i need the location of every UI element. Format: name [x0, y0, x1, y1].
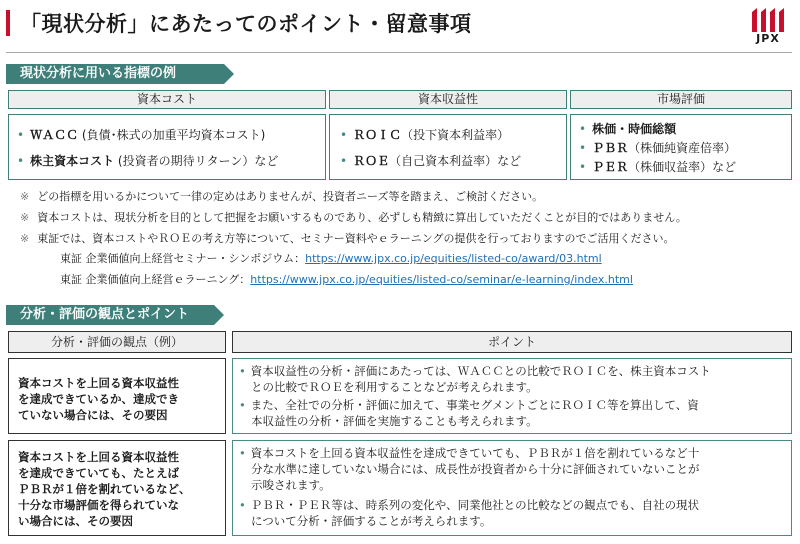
- note-3: ※ 東証では、資本コストやＲＯＥの考え方等について、セミナー資料やｅラーニングの提供を行っておりますのでご活用ください。: [20, 232, 675, 245]
- market-valuation-box: [570, 114, 792, 180]
- list-item: • ＰＢＲ・ＰＥＲ等は、時系列の変化や、同業他社との比較などの観点でも、自社の現状: [239, 498, 700, 512]
- column-header-capital-profitability: 資本収益性: [329, 90, 567, 109]
- section-indicators-header: 現状分析に用いる指標の例: [6, 64, 224, 84]
- list-item: • ＰＥＲ（株価収益率）など: [579, 160, 737, 174]
- bullet-icon: •: [17, 128, 25, 142]
- list-item: • ＲＯＩＣ（投下資本利益率）: [340, 128, 510, 142]
- bullet-icon: •: [340, 154, 348, 168]
- title-accent-bar: [6, 10, 10, 36]
- bullet-icon: •: [579, 141, 587, 155]
- column-header-market-valuation: 市場評価: [570, 90, 792, 109]
- elearning-link-line: 東証 企業価値向上経営ｅラーニング：https://www.jpx.co.jp/equities/listed-co/seminar/e-learning/index.html: [60, 273, 633, 286]
- table-row-1-perspective: 資本コストを上回る資本収益性 を達成できているか、達成でき ていない場合には、その要因: [8, 358, 226, 434]
- capital-profitability-box: [329, 114, 567, 180]
- jpx-logo: [742, 6, 792, 48]
- list-item: • ＲＯＥ（自己資本利益率）など: [340, 154, 522, 168]
- jpx-logo-icon: [748, 6, 788, 32]
- bullet-icon: •: [340, 128, 348, 142]
- list-item-continued: 示唆されます。: [251, 478, 331, 492]
- bullet-icon: •: [579, 122, 587, 136]
- section-header-arrow: [214, 305, 224, 325]
- note-2: ※ 資本コストは、現状分析を目的として把握をお願いするものであり、必ずしも精緻に算出していただくことが目的ではありません。: [20, 211, 687, 224]
- list-item: • ＰＢＲ（株価純資産倍率）: [579, 141, 737, 155]
- table-row-1-points: [232, 358, 792, 434]
- list-item-continued: との比較でＲＯＥを利用することなどが考えられます。: [251, 380, 538, 394]
- list-item: • 株主資本コスト (投資者の期待リターン）など: [17, 154, 279, 168]
- capital-cost-box: [8, 114, 326, 180]
- bullet-icon: •: [239, 364, 246, 378]
- seminar-link[interactable]: https://www.jpx.co.jp/equities/listed-co/award/03.html: [305, 252, 602, 265]
- list-item: • 株価・時価総額: [579, 122, 677, 136]
- list-item: • また、全社での分析・評価に加えて、事業セグメントごとにＲＯＩＣ等を算出して、資: [239, 398, 699, 412]
- page-title: 「現状分析」にあたってのポイント・留意事項: [20, 12, 472, 36]
- list-item: • ＷＡＣＣ (負債･株式の加重平均資本コスト): [17, 128, 266, 142]
- bullet-icon: •: [239, 498, 246, 512]
- table-row-2-points: [232, 440, 792, 536]
- table-header-points: ポイント: [232, 331, 792, 353]
- section-perspectives-header: 分析・評価の観点とポイント: [6, 305, 214, 325]
- seminar-link-line: 東証 企業価値向上経営セミナー・シンポジウム：https://www.jpx.co.jp/equities/listed-co/award/03.html: [60, 252, 602, 265]
- table-row-2-perspective: 資本コストを上回る資本収益性 を達成できていても、たとえば ＰＢＲが１倍を割れているなど、 十分な市場評価を得られていな い場合には、その要因: [8, 440, 226, 536]
- bullet-icon: •: [239, 446, 246, 460]
- elearning-link[interactable]: https://www.jpx.co.jp/equities/listed-co/seminar/e-learning/index.html: [250, 273, 633, 286]
- list-item-continued: 本収益性の分析・評価を実施することも考えられます。: [251, 414, 538, 428]
- list-item: • 資本収益性の分析・評価にあたっては、ＷＡＣＣとの比較でＲＯＩＣを、株主資本コスト: [239, 364, 711, 378]
- note-1: ※ どの指標を用いるかについて一律の定めはありませんが、投資者ニーズ等を踏まえ、ご検討ください。: [20, 190, 544, 203]
- header-divider: [6, 52, 792, 53]
- bullet-icon: •: [17, 154, 25, 168]
- section-header-arrow: [224, 64, 234, 84]
- table-header-perspective: 分析・評価の観点（例）: [8, 331, 226, 353]
- bullet-icon: •: [239, 398, 246, 412]
- list-item-continued: 分な水準に達していない場合には、成長性が投資者から十分に評価されていないことが: [251, 462, 700, 476]
- jpx-logo-text: JPX: [756, 32, 780, 45]
- list-item: • 資本コストを上回る資本収益性を達成できていても、ＰＢＲが１倍を割れているなど十: [239, 446, 700, 460]
- column-header-capital-cost: 資本コスト: [8, 90, 326, 109]
- bullet-icon: •: [579, 160, 587, 174]
- list-item-continued: について分析・評価することが考えられます。: [251, 514, 492, 528]
